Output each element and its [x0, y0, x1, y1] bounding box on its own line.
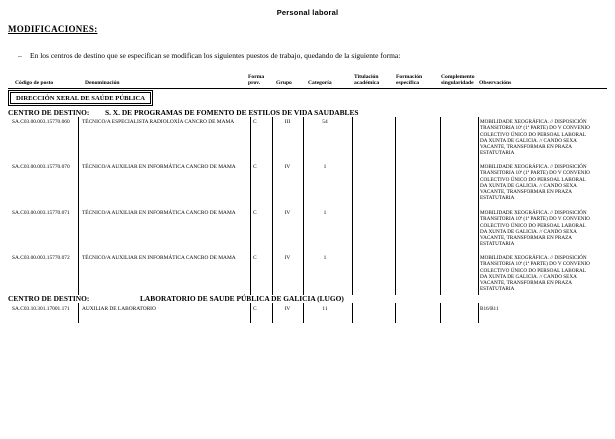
- section-title: MODIFICACIONES:: [8, 24, 98, 34]
- row-code: SA.C03.00.003.15770.071: [12, 210, 70, 216]
- row-grupo: IV: [284, 306, 291, 312]
- row-code: SA.C03.00.003.15770.072: [12, 255, 70, 261]
- col-header-titulacion-l1: Titulación: [354, 74, 379, 80]
- col-header-codigo: Código de posto: [15, 80, 54, 86]
- row-categoria: 1: [323, 164, 327, 170]
- col-header-forma-l1: Forma: [248, 74, 265, 80]
- col-header-denominacion: Denominación: [85, 80, 120, 86]
- row-observacions: MOBILIDADE XEOGRÁFICA. // DISPOSICIÓN TRANSITORIA 10ª (1ª PARTE) DO V CONVENIO COLECTIVO ÚNICO DO PERSOAL LABORAL DA XUNTA DE GALICIA. // CANDO SEXA VACANTE, TRANSFORMAR EN PRAZA ESTATUTARIA: [480, 119, 590, 157]
- grid-vline: [78, 117, 79, 295]
- col-header-forma-l2: prov.: [248, 80, 261, 86]
- page-header: Personal laboral: [276, 8, 339, 17]
- row-denomination: TÉCNICO/A AUXILIAR EN INFORMÁTICA CANCRO DE MAMA: [82, 255, 236, 261]
- row-denomination: TÉCNICO/A AUXILIAR EN INFORMÁTICA CANCRO DE MAMA: [82, 210, 236, 216]
- row-observacions: MOBILIDADE XEOGRÁFICA. // DISPOSICIÓN TRANSITORIA 10ª (1ª PARTE) DO V CONVENIO COLECTIVO ÚNICO DO PERSOAL LABORAL DA XUNTA DE GALICIA. // CANDO SEXA VACANTE, TRANSFORMAR EN PRAZA ESTATUTARIA: [480, 255, 590, 293]
- col-header-observacions: Observacións: [479, 80, 512, 86]
- row-observacions: B16/B11: [480, 306, 499, 312]
- centro-destino-name-2: LABORATORIO DE SAUDE PÚBLICA DE GALICIA (LUGO): [140, 294, 344, 303]
- row-grupo: III: [284, 119, 291, 125]
- col-header-categoria: Categoría: [308, 80, 332, 86]
- row-observacions: MOBILIDADE XEOGRÁFICA. // DISPOSICIÓN TRANSITORIA 10ª (1ª PARTE) DO V CONVENIO COLECTIVO ÚNICO DO PERSOAL LABORAL DA XUNTA DE GALICIA. // CANDO SEXA VACANTE, TRANSFORMAR EN PRAZA ESTATUTARIA: [480, 164, 590, 202]
- grid-vline: [352, 117, 353, 295]
- centro-destino-label-1: CENTRO DE DESTINO:: [8, 108, 90, 117]
- row-forma-prov: C: [253, 119, 257, 125]
- row-code: SA.C03.00.003.15770.060: [12, 119, 70, 125]
- grid-vline: [272, 117, 273, 295]
- row-categoria: 1: [323, 210, 327, 216]
- row-denomination: AUXILIAR DE LABORATORIO: [82, 306, 156, 312]
- col-header-complemento-l1: Complemento: [441, 74, 475, 80]
- col-header-formacion-l1: Formación: [396, 74, 423, 80]
- row-code: SA.C03.10.301.17001.171: [12, 306, 70, 312]
- grid-vline: [440, 117, 441, 295]
- grid-vline: [250, 117, 251, 295]
- row-categoria: 11: [322, 306, 328, 312]
- grid-vline: [352, 303, 353, 323]
- row-denomination: TÉCNICO/A AUXILIAR EN INFORMÁTICA CANCRO DE MAMA: [82, 164, 236, 170]
- col-header-grupo: Grupo: [276, 80, 292, 86]
- direccion-xeral-box: DIRECCIÓN XERAL DE SAÚDE PÚBLICA: [10, 92, 151, 104]
- row-forma-prov: C: [253, 255, 257, 261]
- grid-vline: [440, 303, 441, 323]
- row-categoria: 54: [322, 119, 328, 125]
- col-header-formacion-l2: específica: [396, 80, 419, 86]
- row-denomination: TÉCNICO/A ESPECIALISTA RADIOLOXÍA CANCRO DE MAMA: [82, 119, 235, 125]
- row-grupo: IV: [284, 164, 291, 170]
- grid-vline: [303, 117, 304, 295]
- grid-vline: [478, 303, 479, 323]
- centro-destino-name-1: S. X. DE PROGRAMAS DE FOMENTO DE ESTILOS DE VIDA SAUDABLES: [105, 108, 359, 117]
- row-observacions: MOBILIDADE XEOGRÁFICA. // DISPOSICIÓN TRANSITORIA 10ª (1ª PARTE) DO V CONVENIO COLECTIVO ÚNICO DO PERSOAL LABORAL DA XUNTA DE GALICIA. // CANDO SEXA VACANTE, TRANSFORMAR EN PRAZA ESTATUTARIA: [480, 210, 590, 248]
- row-forma-prov: C: [253, 164, 257, 170]
- grid-vline: [395, 117, 396, 295]
- row-forma-prov: C: [253, 306, 257, 312]
- grid-vline: [395, 303, 396, 323]
- col-header-complemento-l2: singularidade: [441, 80, 474, 86]
- row-forma-prov: C: [253, 210, 257, 216]
- header-rule: [8, 88, 607, 89]
- grid-vline: [478, 117, 479, 295]
- bullet-dash: –: [18, 51, 22, 60]
- centro-destino-label-2: CENTRO DE DESTINO:: [8, 294, 90, 303]
- row-categoria: 1: [323, 255, 327, 261]
- row-grupo: IV: [284, 210, 291, 216]
- col-header-titulacion-l2: académica: [354, 80, 380, 86]
- row-grupo: IV: [284, 255, 291, 261]
- row-code: SA.C03.00.003.15770.070: [12, 164, 70, 170]
- intro-text: En los centros de destino que se especifican se modifican los siguientes puestos de trabajo, quedando de la siguiente forma:: [30, 51, 401, 60]
